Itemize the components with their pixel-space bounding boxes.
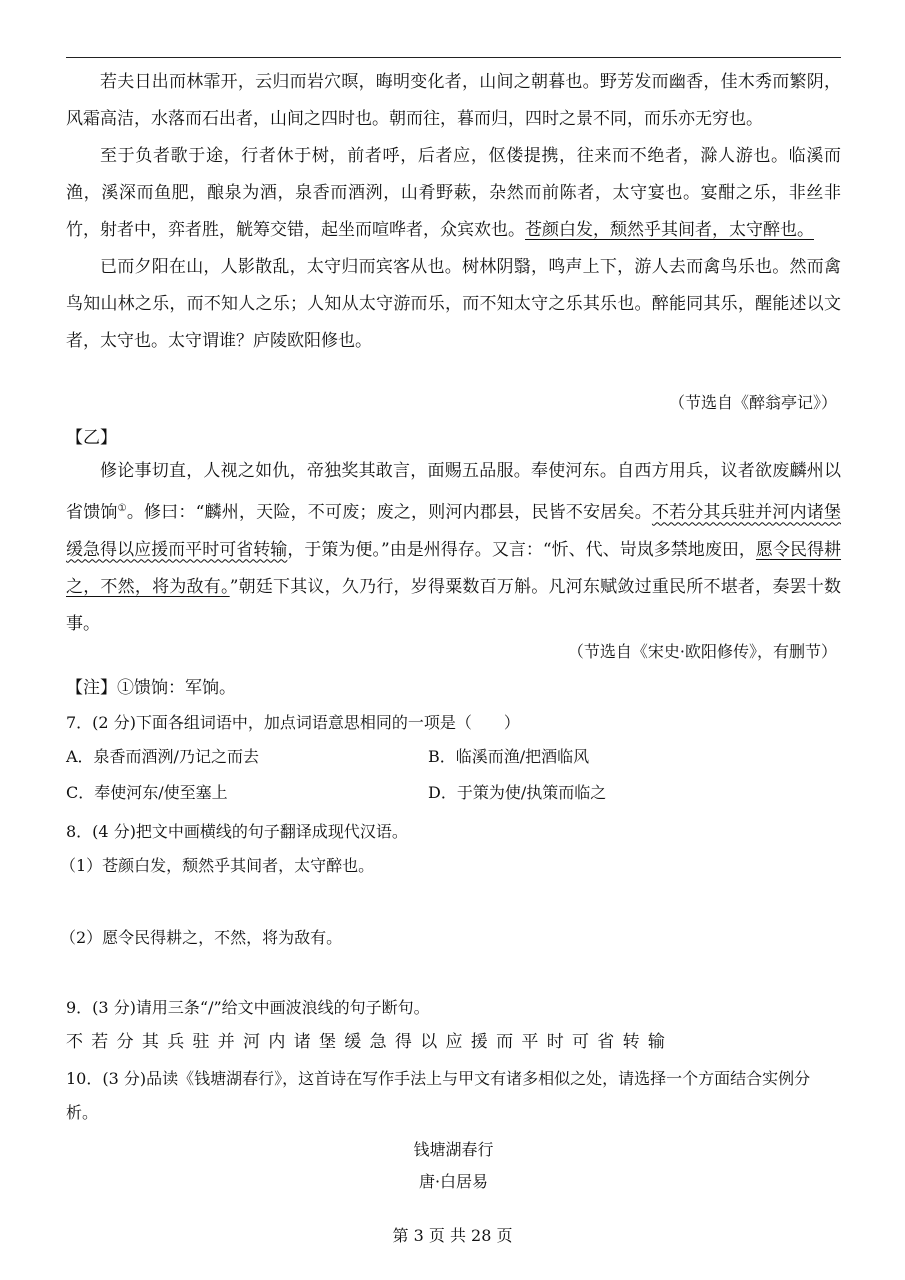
footnote: 【注】①馈饷：军饷。 <box>66 678 236 698</box>
question-7 <box>66 706 841 812</box>
q7-option-c[interactable]: C．奉使河东/使至塞上 <box>66 783 228 802</box>
header-rule <box>66 57 841 58</box>
yi-text-d: ”朝廷下其议，久乃行，岁得粟数百万斛。凡河东赋敛过重民所不堪者，奏罢十数事。 <box>66 576 841 634</box>
question-10 <box>66 1062 841 1130</box>
question-8 <box>60 815 841 883</box>
q7-option-a[interactable]: A．泉香而酒洌/乃记之而去 <box>66 747 259 766</box>
passage-yi <box>66 423 841 643</box>
footnote-marker: ① <box>117 503 127 514</box>
yi-underlined-sentence: 愿令民得耕之，不然，将为敌有。 <box>66 539 842 597</box>
jia-source-block <box>66 388 841 418</box>
poem-heading <box>66 1134 841 1198</box>
question-8-part-2 <box>60 921 841 955</box>
q10-stem: 10．(3 分)品读《钱塘湖春行》，这首诗在写作手法上与甲文有诸多相似之处，请选择一个方面结合实例分析。 <box>66 1069 811 1122</box>
jia-paragraph-2-text: 至于负者歌于途，行者休于树，前者呼，后者应，伛偻提携，往来而不绝者，滁人游也。临溪而渔，溪深而鱼肥，酿泉为酒，泉香而酒洌，山肴野蔌，杂然而前陈者，太守宴也。宴酣之乐，非丝非竹，射者中，弈者胜，觥筹交错，起坐而喧哗者，众宾欢也。 <box>66 146 841 240</box>
yi-text-a: 修论事切直，人视之如仇，帝独奖其敢言，面赐五品服。奉使河东。自西方用兵，议者欲废麟州以省馈饷 <box>66 461 841 523</box>
q7-options-row-2 <box>66 776 841 812</box>
jia-paragraph-2 <box>66 138 841 249</box>
jia-underlined-sentence: 苍颜白发，颓然乎其间者，太守醉也。 <box>525 220 814 240</box>
q7-option-d[interactable]: D．于策为使/执策而临之 <box>428 783 607 802</box>
poem-author: 唐·白居易 <box>418 1172 489 1191</box>
q8-sentence-1: （1）苍颜白发，颓然乎其间者，太守醉也。 <box>60 856 375 875</box>
q7-stem: 7．(2 分)下面各组词语中，加点词语意思相同的一项是（ ） <box>66 713 520 732</box>
yi-text-c: ，于策为便。”由是州得存。又言：“忻、代、岢岚多禁地废田， <box>287 539 756 560</box>
yi-source: （节选自《宋史·欧阳修传》，有删节） <box>567 642 837 661</box>
q9-sentence: 不若分其兵驻并河内诸堡缓急得以应援而平时可省转输 <box>66 1032 674 1052</box>
question-9 <box>66 991 841 1059</box>
jia-paragraph-3: 已而夕阳在山，人影散乱，太守归而宾客从也。树林阴翳，鸣声上下，游人去而禽鸟乐也。然而禽鸟知山林之乐，而不知人之乐；人知从太守游而乐，而不知太守之乐其乐也。醉能同其乐，醒能述以文者，太守也。太守谓谁？庐陵欧阳修也。 <box>66 257 841 351</box>
q8-sentence-2: （2）愿令民得耕之，不然，将为敌有。 <box>60 928 343 947</box>
yi-label: 【乙】 <box>66 428 117 448</box>
yi-wavy-sentence: 不若分其兵驻并河内诸堡缓急得以应援而平时可省转输 <box>66 502 842 560</box>
note-block <box>66 673 841 703</box>
poem-title: 钱塘湖春行 <box>413 1140 494 1159</box>
q7-options-row-1 <box>66 740 841 776</box>
q9-stem: 9．(3 分)请用三条“/”给文中画波浪线的句子断句。 <box>66 998 430 1017</box>
jia-source: （节选自《醉翁亭记》） <box>668 393 837 412</box>
q7-option-b[interactable]: B．临溪而渔/把酒临风 <box>428 747 590 766</box>
jia-paragraph-1: 若夫日出而林霏开，云归而岩穴暝，晦明变化者，山间之朝暮也。野芳发而幽香，佳木秀而繁阴，风霜高洁，水落而石出者，山间之四时也。朝而往，暮而归，四时之景不同，而乐亦无穷也。 <box>66 72 841 129</box>
yi-source-block <box>66 637 841 667</box>
passage-jia <box>66 64 841 360</box>
yi-paragraph <box>66 453 841 643</box>
yi-text-b: 。修曰：“麟州，天险，不可废；废之，则河内郡县，民皆不安居矣。 <box>126 502 652 523</box>
page-footer: 第 3 页 共 28 页 <box>392 1226 513 1245</box>
q8-stem: 8．(4 分)把文中画横线的句子翻译成现代汉语。 <box>66 822 408 841</box>
